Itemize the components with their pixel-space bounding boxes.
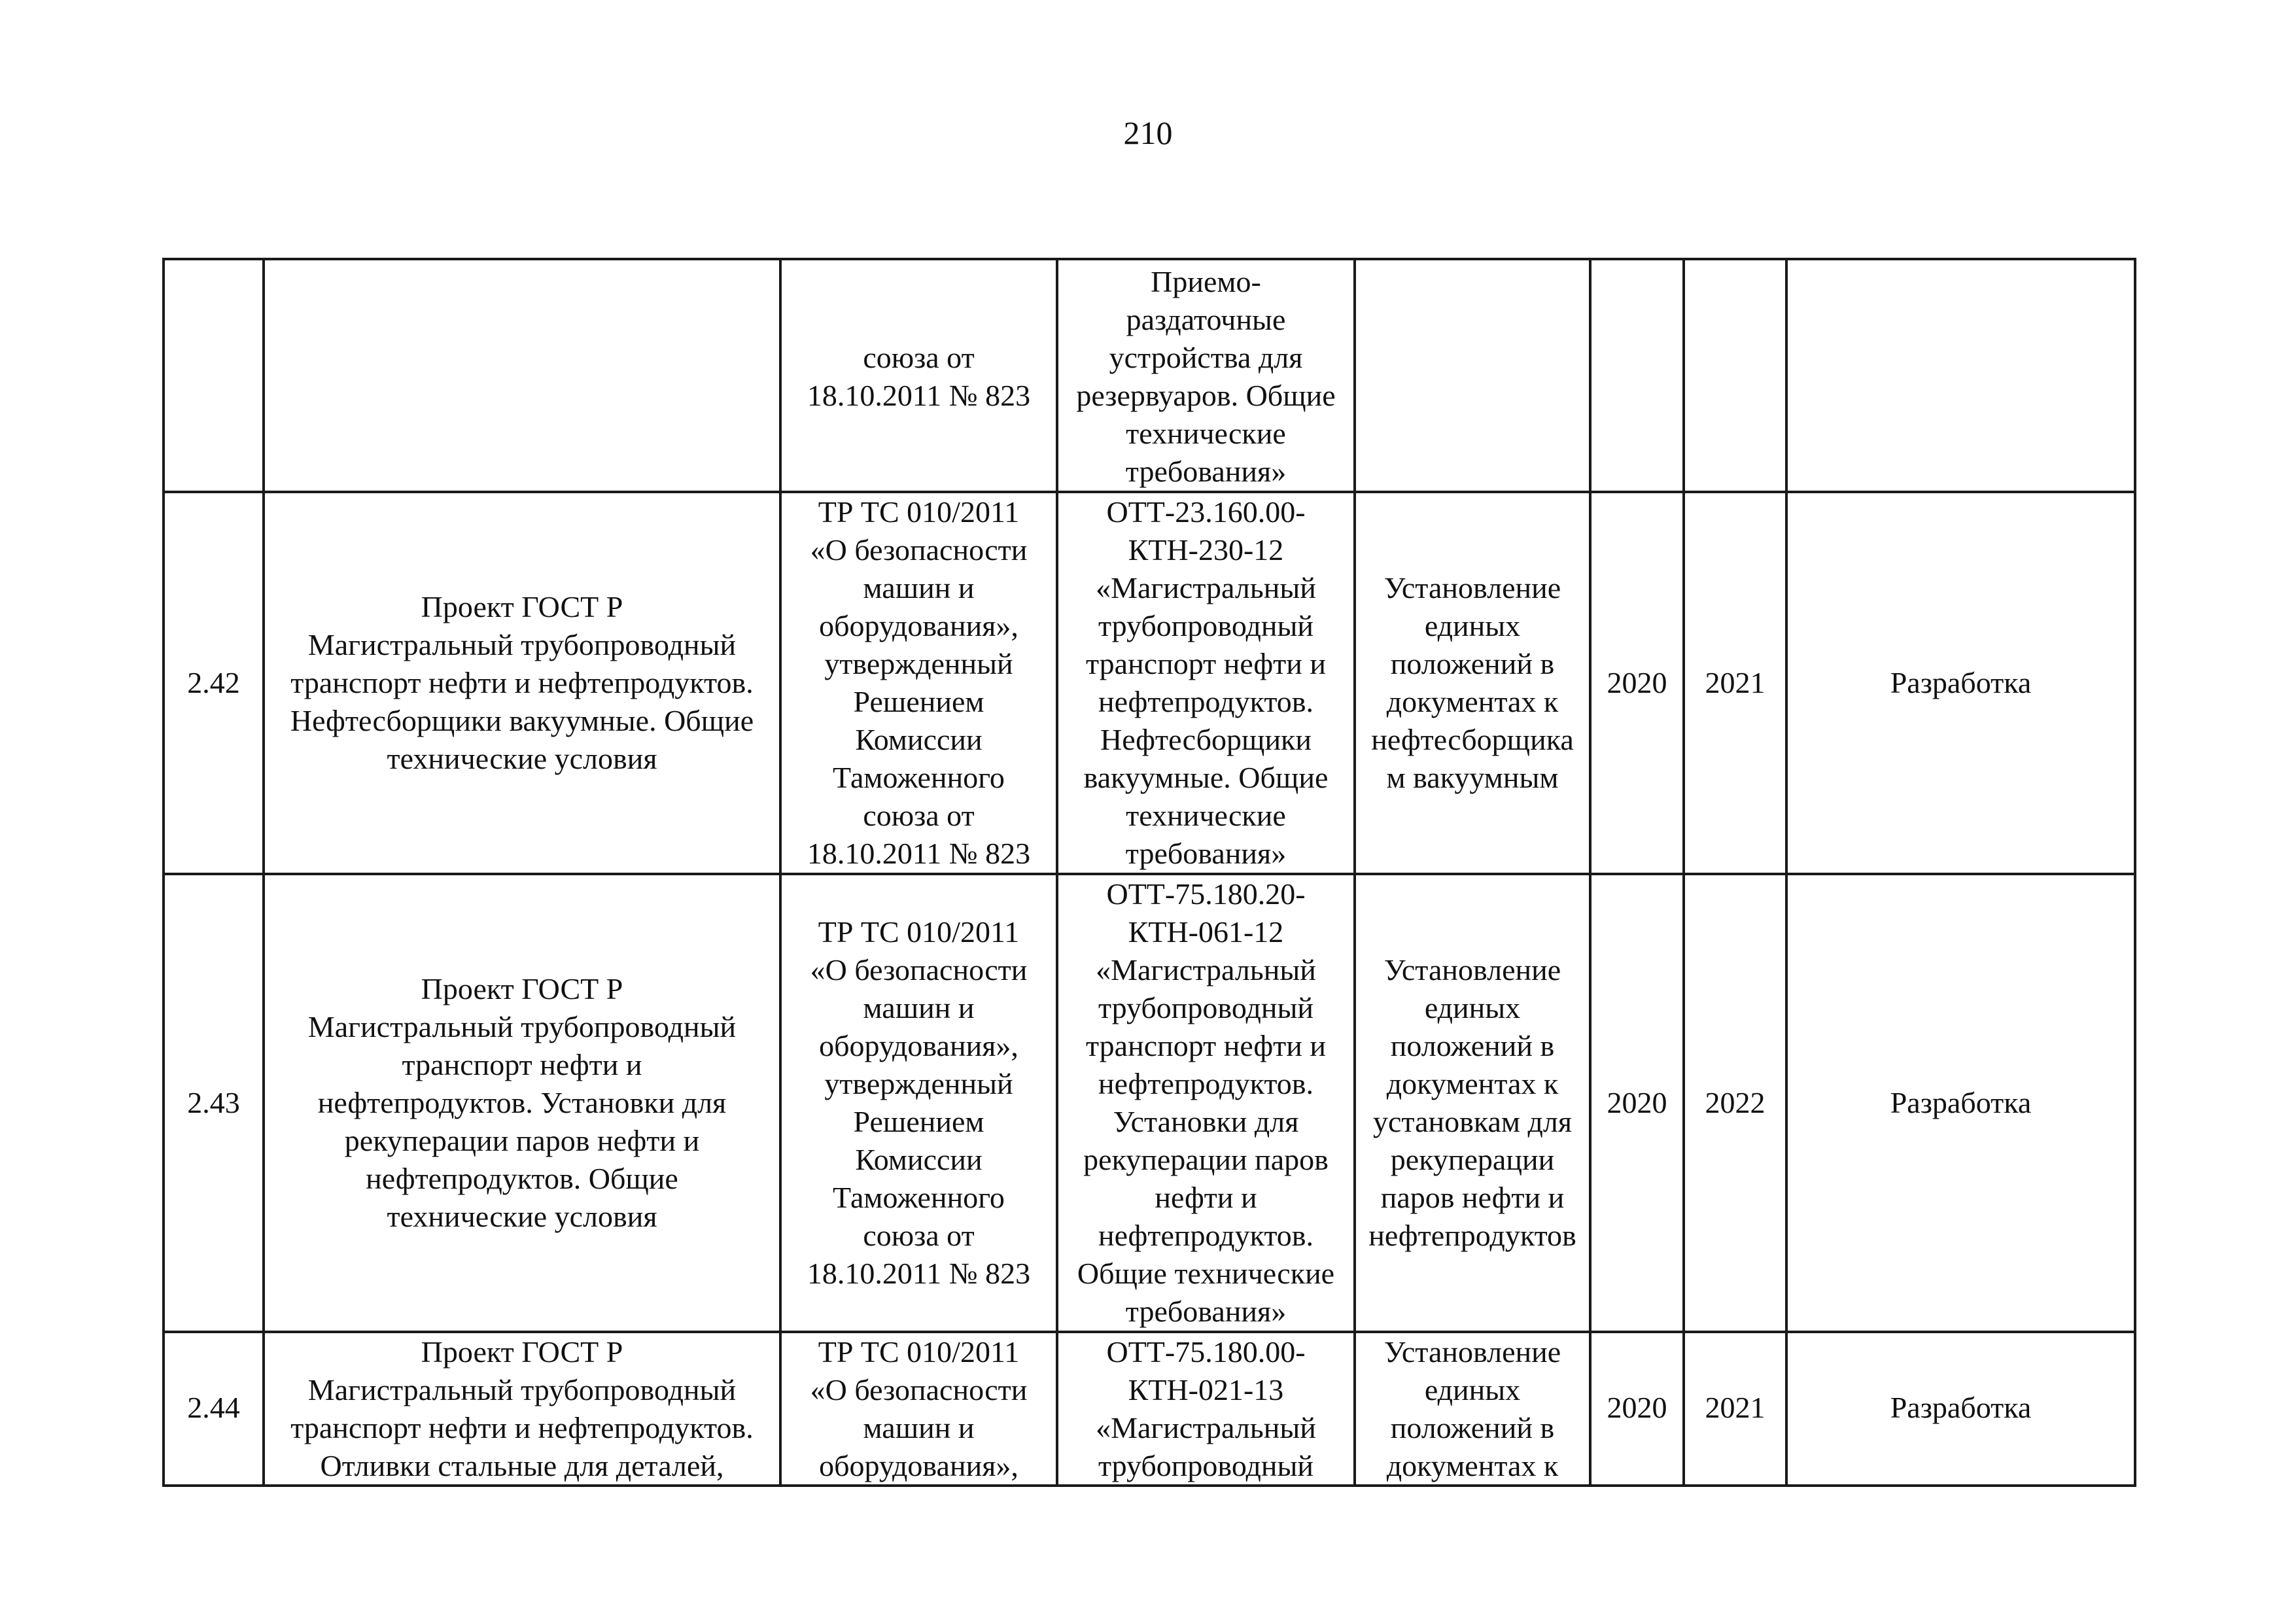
end-year-cell: 2021 [1684,492,1786,874]
row-number-cell: 2.44 [164,1332,264,1486]
regulation-cell: ТР ТС 010/2011 «О безопасности машин и оборудования», утвержденный Решением Комиссии Таможенного союза от 18.10.2011 № 823 [780,492,1057,874]
table-row [164,1332,2135,1486]
start-year-cell [1590,259,1684,492]
end-year-cell: 2022 [1684,874,1786,1332]
row-number-cell: 2.43 [164,874,264,1332]
project-title-cell [264,259,780,492]
source-document-cell: ОТТ-75.180.00- КТН-021-13 «Магистральный трубопроводный [1057,1332,1355,1486]
start-year-cell: 2020 [1590,1332,1684,1486]
source-document-cell: Приемо- раздаточные устройства для резервуаров. Общие технические требования» [1057,259,1355,492]
source-document-cell: ОТТ-75.180.20- КТН-061-12 «Магистральный трубопроводный транспорт нефти и нефтепродуктов. Установки для рекуперации паров нефти и нефтепродуктов. Общие технические требования» [1057,874,1355,1332]
purpose-cell [1355,259,1590,492]
table-row [164,492,2135,874]
start-year-cell: 2020 [1590,492,1684,874]
row-number-cell: 2.42 [164,492,264,874]
table-row [164,874,2135,1332]
project-title-cell: Проект ГОСТ Р Магистральный трубопроводный транспорт нефти и нефтепродуктов. Нефтесборщики вакуумные. Общие технические условия [264,492,780,874]
end-year-cell [1684,259,1786,492]
start-year-cell: 2020 [1590,874,1684,1332]
standards-table [162,258,2136,1487]
purpose-cell: Установление единых положений в документах к [1355,1332,1590,1486]
purpose-cell: Установление единых положений в документах к нефтесборщика м вакуумным [1355,492,1590,874]
regulation-cell: ТР ТС 010/2011 «О безопасности машин и оборудования», [780,1332,1057,1486]
project-title-cell: Проект ГОСТ Р Магистральный трубопроводный транспорт нефти и нефтепродуктов. Отливки стальные для деталей, [264,1332,780,1486]
end-year-cell: 2021 [1684,1332,1786,1486]
stage-cell [1786,259,2135,492]
row-number-cell [164,259,264,492]
stage-cell: Разработка [1786,1332,2135,1486]
page-number: 210 [1123,114,1173,151]
table-row [164,259,2135,492]
stage-cell: Разработка [1786,874,2135,1332]
stage-cell: Разработка [1786,492,2135,874]
regulation-cell: союза от 18.10.2011 № 823 [780,259,1057,492]
project-title-cell: Проект ГОСТ Р Магистральный трубопроводный транспорт нефти и нефтепродуктов. Установки для рекуперации паров нефти и нефтепродуктов. Общие технические условия [264,874,780,1332]
regulation-cell: ТР ТС 010/2011 «О безопасности машин и оборудования», утвержденный Решением Комиссии Таможенного союза от 18.10.2011 № 823 [780,874,1057,1332]
source-document-cell: ОТТ-23.160.00- КТН-230-12 «Магистральный трубопроводный транспорт нефти и нефтепродуктов. Нефтесборщики вакуумные. Общие технические требования» [1057,492,1355,874]
purpose-cell: Установление единых положений в документах к установкам для рекуперации паров нефти и нефтепродуктов [1355,874,1590,1332]
